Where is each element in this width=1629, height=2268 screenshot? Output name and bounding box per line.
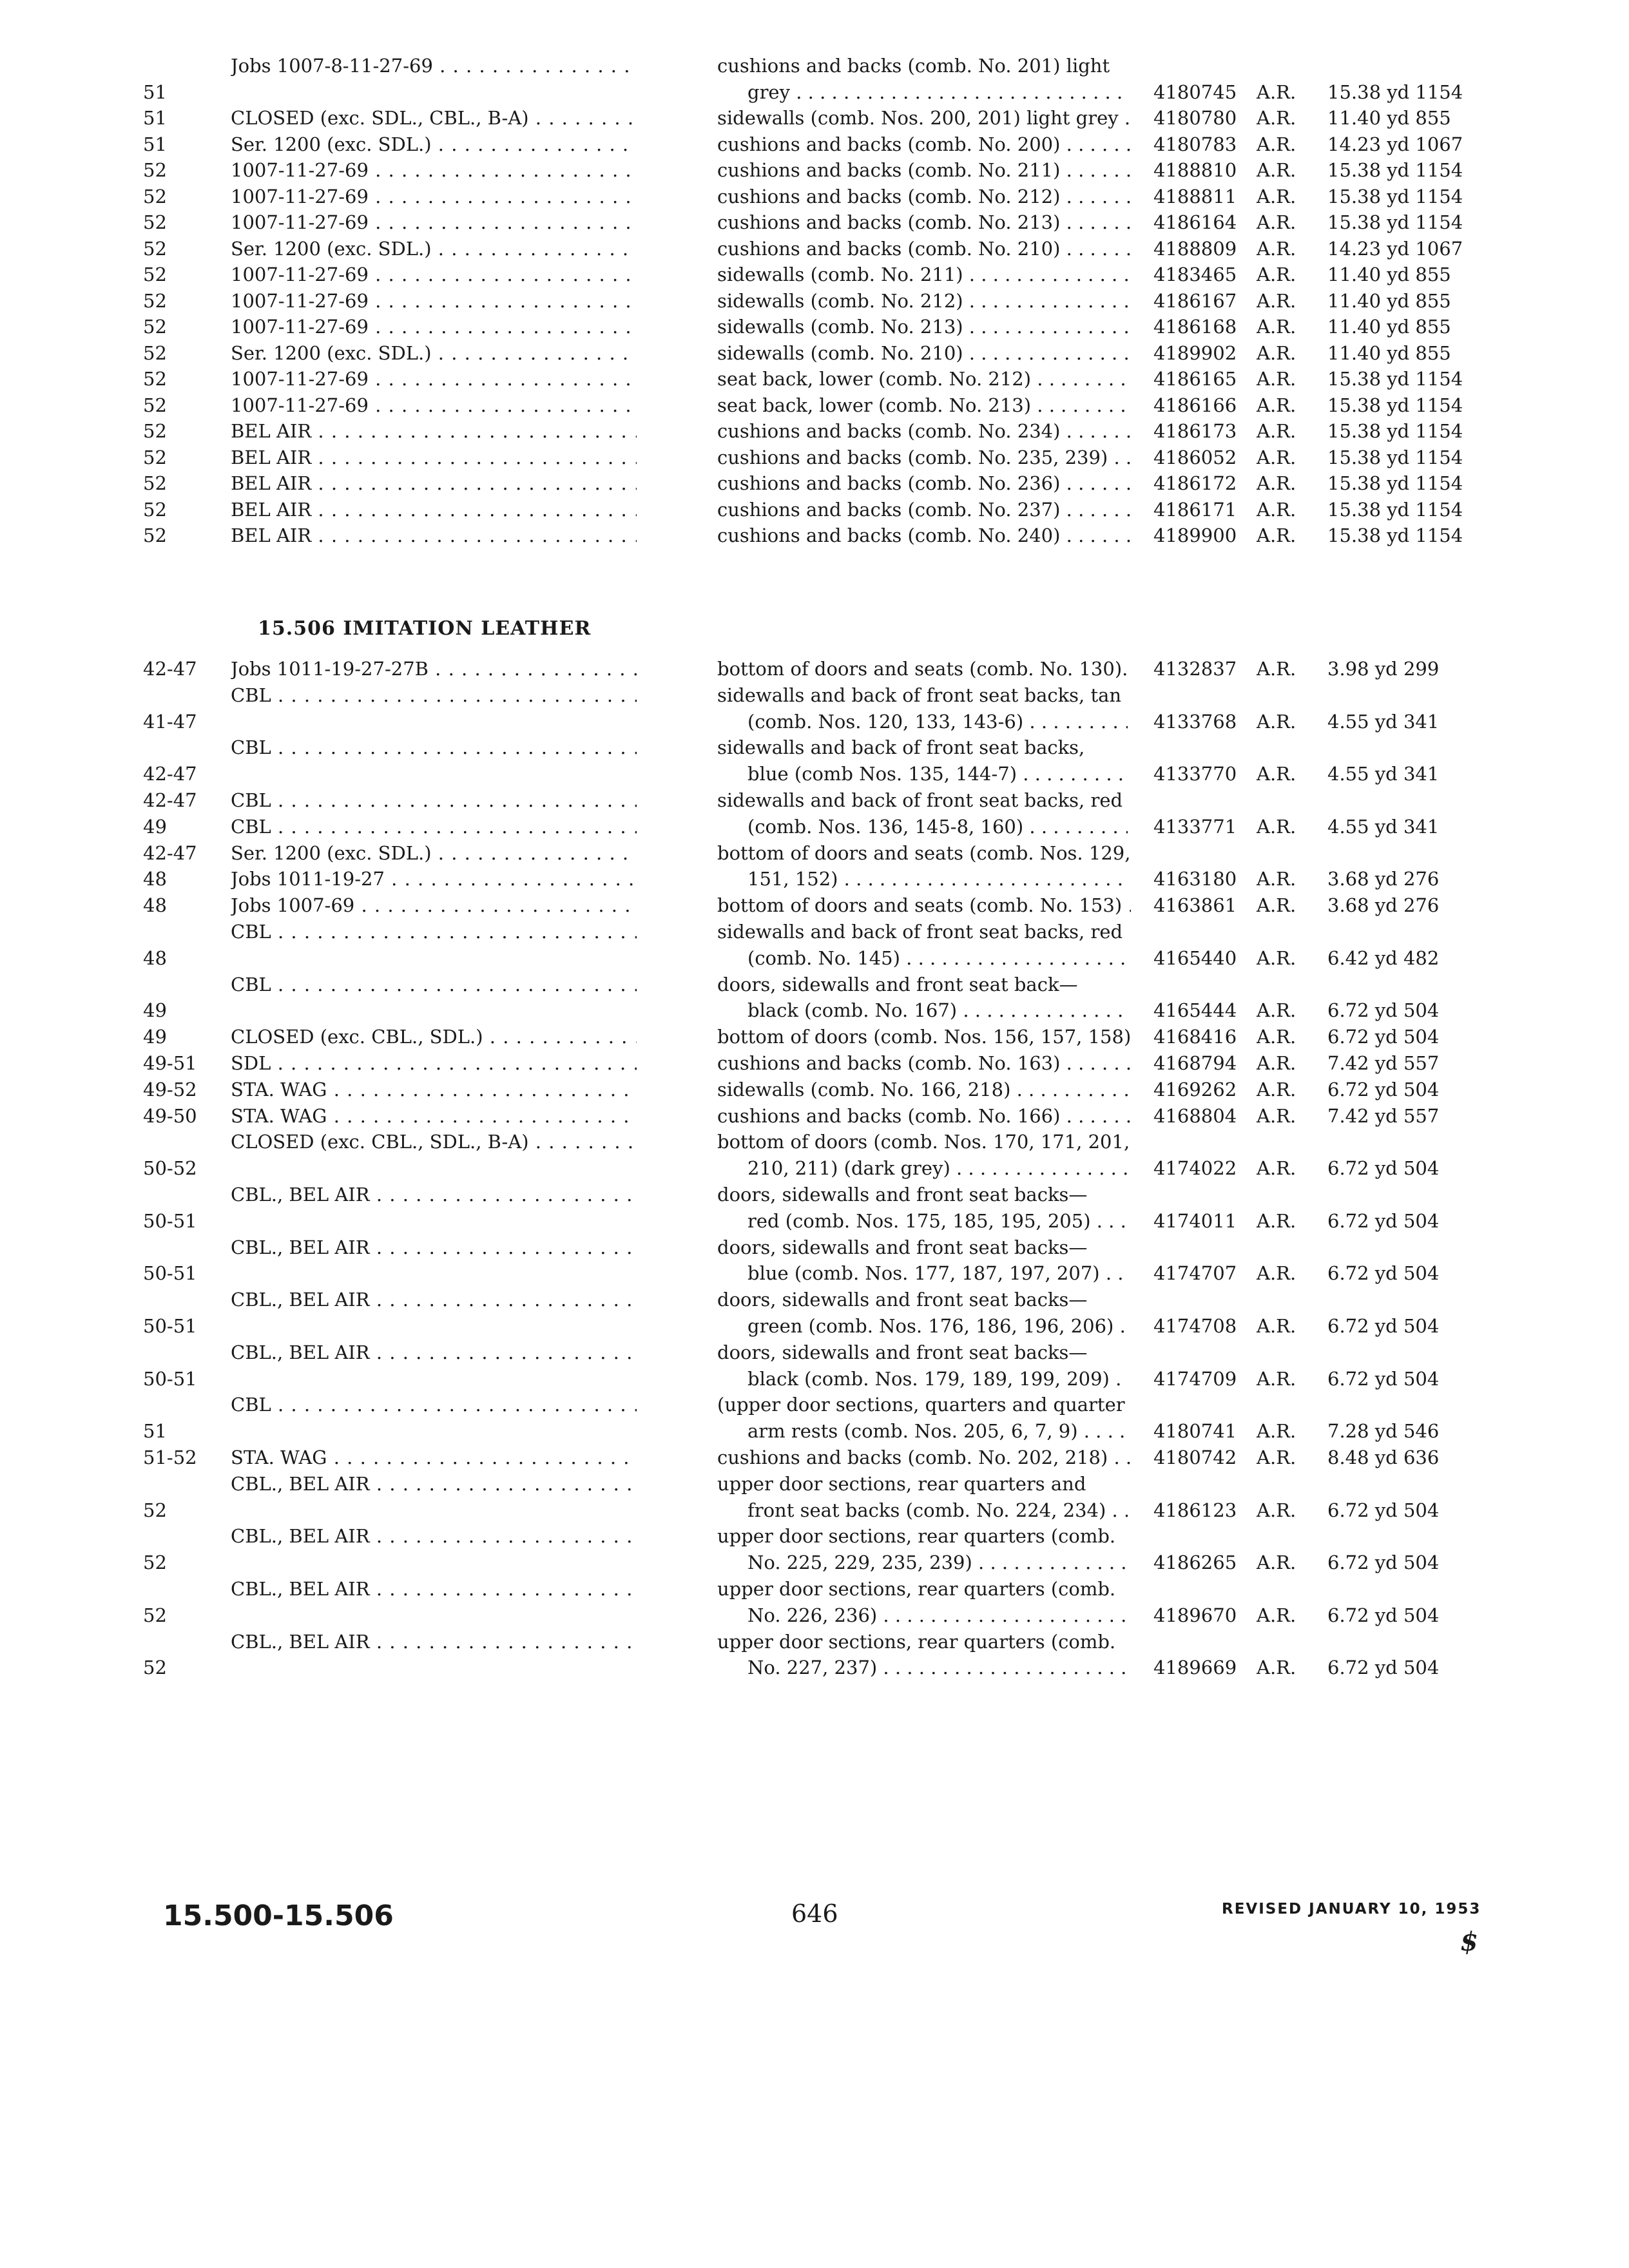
part-number: 4133771: [1153, 815, 1237, 838]
year-range: 51: [143, 1420, 167, 1443]
quantity: A.R.: [1257, 185, 1296, 207]
description: cushions and backs (comb. No. 200) . . .: [717, 133, 1131, 156]
price: 4.55 yd 341: [1327, 710, 1440, 733]
quantity: A.R.: [1257, 1104, 1296, 1127]
part-number: 4186123: [1153, 1499, 1237, 1521]
part-number: 4180741: [1153, 1420, 1237, 1443]
part-number: 4174011: [1153, 1209, 1237, 1232]
price: 14.23 yd 1067: [1327, 133, 1463, 155]
description: sidewalls (comb. No. 166, 218) . . .: [717, 1078, 1131, 1101]
quantity: A.R.: [1257, 815, 1296, 838]
part-number: 4168804: [1153, 1104, 1237, 1127]
year-range: 48: [143, 947, 167, 969]
part-number: 4180742: [1153, 1446, 1237, 1468]
year-range: 50-51: [143, 1315, 197, 1337]
model-application: CBL . . .: [231, 736, 637, 759]
model-application: Ser. 1200 (exc. SDL.) . . .: [231, 841, 637, 865]
price: 11.40 yd 855: [1327, 316, 1451, 338]
description-line-2: No. 225, 229, 235, 239) . . .: [747, 1551, 1128, 1574]
quantity: A.R.: [1257, 264, 1296, 285]
model-application: CBL., BEL AIR . . .: [231, 1236, 637, 1259]
quantity: A.R.: [1257, 237, 1296, 260]
price: 6.72 yd 504: [1327, 1552, 1440, 1574]
quantity: A.R.: [1257, 1262, 1296, 1285]
part-number: 4163180: [1153, 868, 1237, 890]
model-application: 1007-11-27-69 . . .: [231, 367, 637, 390]
year-range: 52: [143, 524, 167, 546]
section-range: 15.500-15.506: [163, 1899, 394, 1932]
part-number: 4132837: [1153, 658, 1237, 680]
description-line-1: doors, sidewalls and front seat backs—: [717, 1341, 1088, 1363]
year-range: 49-52: [143, 1078, 197, 1100]
year-range: 42-47: [143, 763, 197, 785]
year-range: 51: [143, 81, 167, 103]
part-number: 4189900: [1153, 524, 1237, 546]
description: sidewalls (comb. No. 212) . . .: [717, 289, 1131, 312]
model-application: BEL AIR . . .: [231, 524, 637, 547]
description-line-2: red (comb. Nos. 175, 185, 195, 205) . . .: [747, 1209, 1128, 1233]
year-range: 52: [143, 1657, 167, 1679]
year-range: 52: [143, 237, 167, 260]
description-line-2: No. 227, 237) . . .: [747, 1656, 1128, 1679]
model-application: Jobs 1007-69 . . .: [231, 894, 637, 917]
revised-date: REVISED JANUARY 10, 1953: [1222, 1901, 1481, 1917]
part-number: 4186164: [1153, 211, 1237, 233]
description-line-1: sidewalls and back of front seat backs, red: [717, 921, 1123, 943]
quantity: A.R.: [1257, 420, 1296, 442]
year-range: 49-50: [143, 1104, 197, 1127]
model-application: CBL., BEL AIR . . .: [231, 1183, 637, 1206]
price: 15.38 yd 1154: [1327, 81, 1463, 103]
price: 15.38 yd 1154: [1327, 524, 1463, 546]
year-range: 50-52: [143, 1157, 197, 1180]
quantity: A.R.: [1257, 1078, 1296, 1100]
page-number: 646: [791, 1899, 838, 1928]
quantity: A.R.: [1257, 472, 1296, 494]
description-line-1: upper door sections, rear quarters and: [717, 1472, 1086, 1495]
model-application: CBL., BEL AIR . . .: [231, 1341, 637, 1364]
part-number: 4169262: [1153, 1078, 1237, 1100]
quantity: A.R.: [1257, 894, 1296, 917]
price: 6.72 yd 504: [1327, 1157, 1440, 1180]
description: cushions and backs (comb. No. 166) . . .: [717, 1104, 1131, 1128]
description: cushions and backs (comb. No. 236) . . .: [717, 472, 1131, 495]
quantity: A.R.: [1257, 1552, 1296, 1574]
quantity: A.R.: [1257, 658, 1296, 680]
price: 11.40 yd 855: [1327, 107, 1451, 129]
model-application: Ser. 1200 (exc. SDL.) . . .: [231, 133, 637, 156]
quantity: A.R.: [1257, 341, 1296, 364]
model-application: BEL AIR . . .: [231, 472, 637, 495]
price: 6.72 yd 504: [1327, 1657, 1440, 1679]
model-application: CBL . . .: [231, 973, 637, 996]
description: cushions and backs (comb. No. 202, 218) . . .: [717, 1446, 1131, 1469]
part-number: 4180780: [1153, 107, 1237, 129]
description-line-2: blue (comb Nos. 135, 144-7) . . .: [747, 762, 1128, 785]
year-range: 50-51: [143, 1262, 197, 1285]
model-application: SDL . . .: [231, 1052, 637, 1075]
quantity: A.R.: [1257, 1604, 1296, 1626]
year-range: 52: [143, 289, 167, 312]
quantity: A.R.: [1257, 394, 1296, 416]
year-range: 52: [143, 316, 167, 338]
description-line-2: 151, 152) . . .: [747, 867, 1128, 890]
price: 15.38 yd 1154: [1327, 394, 1463, 416]
description: cushions and backs (comb. No. 235, 239) . . .: [717, 446, 1131, 469]
quantity: A.R.: [1257, 1499, 1296, 1521]
description-line-2: 210, 211) (dark grey) . . .: [747, 1157, 1128, 1180]
year-range: 42-47: [143, 658, 197, 680]
model-application: CBL., BEL AIR . . .: [231, 1524, 637, 1548]
description: bottom of doors and seats (comb. No. 153) . . .: [717, 894, 1131, 917]
description: bottom of doors and seats (comb. No. 130). . . .: [717, 657, 1131, 680]
description-line-2: green (comb. Nos. 176, 186, 196, 206) . . .: [747, 1314, 1128, 1338]
part-number: 4188809: [1153, 237, 1237, 260]
year-range: 52: [143, 472, 167, 494]
quantity: A.R.: [1257, 133, 1296, 155]
quantity: A.R.: [1257, 1209, 1296, 1232]
year-range: 51: [143, 133, 167, 155]
description-line-1: sidewalls and back of front seat backs,: [717, 736, 1085, 759]
part-number: 4133768: [1153, 710, 1237, 733]
year-range: 52: [143, 185, 167, 207]
part-number: 4186167: [1153, 289, 1237, 312]
quantity: A.R.: [1257, 524, 1296, 546]
description-line-2: No. 226, 236) . . .: [747, 1604, 1128, 1627]
quantity: A.R.: [1257, 1157, 1296, 1180]
year-range: 48: [143, 894, 167, 917]
quantity: A.R.: [1257, 868, 1296, 890]
part-number: 4174707: [1153, 1262, 1237, 1285]
model-application: CLOSED (exc. CBL., SDL., B-A) . . .: [231, 1130, 637, 1153]
description-line-2: (comb. Nos. 120, 133, 143-6) . . .: [747, 710, 1128, 733]
description: seat back, lower (comb. No. 213) . . .: [717, 394, 1131, 417]
price: 15.38 yd 1154: [1327, 159, 1463, 181]
price: 7.42 yd 557: [1327, 1052, 1440, 1074]
quantity: A.R.: [1257, 763, 1296, 785]
model-application: Jobs 1011-19-27-27B . . .: [231, 657, 637, 680]
description-line-2: (comb. Nos. 136, 145-8, 160) . . .: [747, 815, 1128, 838]
quantity: A.R.: [1257, 1026, 1296, 1048]
description-line-2: black (comb. No. 167) . . .: [747, 999, 1128, 1022]
year-range: 51: [143, 107, 167, 129]
description-line-2: blue (comb. Nos. 177, 187, 197, 207) . . .: [747, 1262, 1128, 1285]
description: cushions and backs (comb. No. 237) . . .: [717, 498, 1131, 521]
description-line-1: upper door sections, rear quarters (comb.: [717, 1525, 1116, 1548]
year-range: 52: [143, 211, 167, 233]
year-range: 49: [143, 1026, 167, 1048]
year-range: 52: [143, 159, 167, 181]
description-line-1: doors, sidewalls and front seat backs—: [717, 1289, 1088, 1311]
model-application: CBL . . .: [231, 815, 637, 838]
part-number: 4189669: [1153, 1657, 1237, 1679]
price: 3.68 yd 276: [1327, 894, 1440, 917]
price: 15.38 yd 1154: [1327, 185, 1463, 207]
quantity: A.R.: [1257, 1657, 1296, 1679]
part-number: 4180783: [1153, 133, 1237, 155]
part-number: 4186173: [1153, 420, 1237, 442]
price: 14.23 yd 1067: [1327, 237, 1463, 260]
price: 6.72 yd 504: [1327, 1367, 1440, 1390]
description-line-2: grey . . .: [747, 81, 1128, 104]
quantity: A.R.: [1257, 368, 1296, 390]
quantity: A.R.: [1257, 999, 1296, 1022]
description-line-2: black (comb. Nos. 179, 189, 199, 209) . . .: [747, 1367, 1128, 1390]
description-line-1: doors, sidewalls and front seat back—: [717, 973, 1078, 995]
description: cushions and backs (comb. No. 210) . . .: [717, 237, 1131, 260]
year-range: 52: [143, 341, 167, 364]
model-application: STA. WAG . . .: [231, 1446, 637, 1469]
model-application: 1007-11-27-69 . . .: [231, 159, 637, 182]
model-application: CLOSED (exc. SDL., CBL., B-A) . . .: [231, 106, 637, 130]
model-application: CLOSED (exc. CBL., SDL.) . . .: [231, 1025, 637, 1048]
price: 6.72 yd 504: [1327, 1262, 1440, 1285]
price: 15.38 yd 1154: [1327, 211, 1463, 233]
part-number: 4186052: [1153, 446, 1237, 468]
quantity: A.R.: [1257, 316, 1296, 338]
quantity: A.R.: [1257, 159, 1296, 181]
quantity: A.R.: [1257, 289, 1296, 312]
model-application: 1007-11-27-69 . . .: [231, 394, 637, 417]
model-application: BEL AIR . . .: [231, 419, 637, 443]
description-line-1: doors, sidewalls and front seat backs—: [717, 1236, 1088, 1258]
price: 15.38 yd 1154: [1327, 420, 1463, 442]
description-line-1: upper door sections, rear quarters (comb.: [717, 1578, 1116, 1600]
part-number: 4165440: [1153, 947, 1237, 969]
year-range: 50-51: [143, 1209, 197, 1232]
description: cushions and backs (comb. No. 212) . . .: [717, 185, 1131, 208]
model-application: 1007-11-27-69 . . .: [231, 185, 637, 208]
description-line-1: (upper door sections, quarters and quarter: [717, 1394, 1125, 1416]
description: seat back, lower (comb. No. 212) . . .: [717, 367, 1131, 390]
price: 6.72 yd 504: [1327, 999, 1440, 1022]
quantity: A.R.: [1257, 947, 1296, 969]
price: 6.72 yd 504: [1327, 1499, 1440, 1521]
model-application: BEL AIR . . .: [231, 498, 637, 521]
model-application: CBL., BEL AIR . . .: [231, 1472, 637, 1495]
price: 8.48 yd 636: [1327, 1446, 1440, 1468]
quantity: A.R.: [1257, 1315, 1296, 1337]
price: 3.98 yd 299: [1327, 658, 1440, 680]
price: 4.55 yd 341: [1327, 815, 1440, 838]
price: 6.72 yd 504: [1327, 1026, 1440, 1048]
price: 6.42 yd 482: [1327, 947, 1440, 969]
model-application: CBL., BEL AIR . . .: [231, 1288, 637, 1311]
description-line-1: cushions and backs (comb. No. 201) light: [717, 55, 1110, 77]
description-line-1: doors, sidewalls and front seat backs—: [717, 1184, 1088, 1206]
part-number: 4168794: [1153, 1052, 1237, 1074]
part-number: 4174022: [1153, 1157, 1237, 1180]
price: 7.42 yd 557: [1327, 1104, 1440, 1127]
description-line-1: bottom of doors (comb. Nos. 170, 171, 201,: [717, 1131, 1130, 1153]
quantity: A.R.: [1257, 107, 1296, 129]
model-application: CBL . . .: [231, 789, 637, 812]
price: 15.38 yd 1154: [1327, 498, 1463, 521]
part-number: 4186165: [1153, 368, 1237, 390]
description-line-1: sidewalls and back of front seat backs, tan: [717, 684, 1122, 706]
price: 15.38 yd 1154: [1327, 446, 1463, 468]
description: sidewalls (comb. No. 210) . . .: [717, 341, 1131, 365]
section-heading: 15.506 IMITATION LEATHER: [258, 617, 592, 640]
price: 6.72 yd 504: [1327, 1209, 1440, 1232]
year-range: 52: [143, 368, 167, 390]
year-range: 50-51: [143, 1367, 197, 1390]
part-number: 4189902: [1153, 341, 1237, 364]
quantity: A.R.: [1257, 1420, 1296, 1443]
part-number: 4174708: [1153, 1315, 1237, 1337]
year-range: 52: [143, 498, 167, 521]
price: 11.40 yd 855: [1327, 264, 1451, 285]
model-application: 1007-11-27-69 . . .: [231, 315, 637, 338]
description-line-2: front seat backs (comb. No. 224, 234) . . .: [747, 1499, 1128, 1522]
price: 4.55 yd 341: [1327, 763, 1440, 785]
quantity: A.R.: [1257, 446, 1296, 468]
description: cushions and backs (comb. No. 163) . . .: [717, 1052, 1131, 1075]
price: 15.38 yd 1154: [1327, 472, 1463, 494]
description: sidewalls (comb. No. 213) . . .: [717, 315, 1131, 338]
model-application: 1007-11-27-69 . . .: [231, 289, 637, 312]
description: cushions and backs (comb. No. 234) . . .: [717, 419, 1131, 443]
price: 11.40 yd 855: [1327, 289, 1451, 312]
model-application: CBL . . .: [231, 684, 637, 707]
part-number: 4168416: [1153, 1026, 1237, 1048]
year-range: 52: [143, 446, 167, 468]
year-range: 51-52: [143, 1446, 197, 1468]
model-application: STA. WAG . . .: [231, 1078, 637, 1101]
description: cushions and backs (comb. No. 213) . . .: [717, 211, 1131, 234]
part-number: 4188811: [1153, 185, 1237, 207]
price: 3.68 yd 276: [1327, 868, 1440, 890]
quantity: A.R.: [1257, 1367, 1296, 1390]
part-number: 4163861: [1153, 894, 1237, 917]
model-application: Jobs 1007-8-11-27-69 . . .: [231, 54, 637, 77]
description-line-1: upper door sections, rear quarters (comb.: [717, 1630, 1116, 1653]
description: cushions and backs (comb. No. 240) . . .: [717, 524, 1131, 547]
part-number: 4186168: [1153, 316, 1237, 338]
model-application: BEL AIR . . .: [231, 446, 637, 469]
description-line-1: sidewalls and back of front seat backs, red: [717, 789, 1123, 811]
model-application: CBL . . .: [231, 920, 637, 943]
part-number: 4186172: [1153, 472, 1237, 494]
model-application: CBL., BEL AIR . . .: [231, 1577, 637, 1600]
year-range: 52: [143, 264, 167, 285]
handwritten-mark: $: [1460, 1927, 1478, 1957]
description: cushions and backs (comb. No. 211) . . .: [717, 159, 1131, 182]
year-range: 48: [143, 868, 167, 890]
part-number: 4186265: [1153, 1552, 1237, 1574]
description-line-2: (comb. No. 145) . . .: [747, 947, 1128, 970]
quantity: A.R.: [1257, 1052, 1296, 1074]
price: 6.72 yd 504: [1327, 1604, 1440, 1626]
model-application: Ser. 1200 (exc. SDL.) . . .: [231, 341, 637, 365]
description: sidewalls (comb. Nos. 200, 201) light grey . . .: [717, 106, 1131, 130]
part-number: 4189670: [1153, 1604, 1237, 1626]
year-range: 42-47: [143, 789, 197, 811]
part-number: 4165444: [1153, 999, 1237, 1022]
quantity: A.R.: [1257, 211, 1296, 233]
price: 6.72 yd 504: [1327, 1315, 1440, 1337]
year-range: 52: [143, 1499, 167, 1521]
part-number: 4188810: [1153, 159, 1237, 181]
quantity: A.R.: [1257, 81, 1296, 103]
year-range: 41-47: [143, 710, 197, 733]
year-range: 49: [143, 815, 167, 838]
price: 15.38 yd 1154: [1327, 368, 1463, 390]
description-line-1: bottom of doors and seats (comb. Nos. 129,: [717, 841, 1131, 864]
year-range: 49: [143, 999, 167, 1022]
model-application: Ser. 1200 (exc. SDL.) . . .: [231, 237, 637, 260]
year-range: 52: [143, 394, 167, 416]
description: sidewalls (comb. No. 211) . . .: [717, 263, 1131, 286]
price: 7.28 yd 546: [1327, 1420, 1440, 1443]
model-application: 1007-11-27-69 . . .: [231, 263, 637, 286]
part-number: 4186166: [1153, 394, 1237, 416]
part-number: 4133770: [1153, 763, 1237, 785]
description: bottom of doors (comb. Nos. 156, 157, 158) . . .: [717, 1025, 1131, 1048]
description-line-2: arm rests (comb. Nos. 205, 6, 7, 9) . . .: [747, 1419, 1128, 1443]
model-application: STA. WAG . . .: [231, 1104, 637, 1128]
quantity: A.R.: [1257, 1446, 1296, 1468]
year-range: 52: [143, 420, 167, 442]
quantity: A.R.: [1257, 710, 1296, 733]
quantity: A.R.: [1257, 498, 1296, 521]
part-number: 4174709: [1153, 1367, 1237, 1390]
model-application: CBL., BEL AIR . . .: [231, 1630, 637, 1653]
price: 6.72 yd 504: [1327, 1078, 1440, 1100]
year-range: 52: [143, 1604, 167, 1626]
year-range: 49-51: [143, 1052, 197, 1074]
part-number: 4183465: [1153, 264, 1237, 285]
price: 11.40 yd 855: [1327, 341, 1451, 364]
year-range: 52: [143, 1552, 167, 1574]
model-application: CBL . . .: [231, 1393, 637, 1416]
model-application: Jobs 1011-19-27 . . .: [231, 867, 637, 890]
year-range: 42-47: [143, 841, 197, 864]
part-number: 4180745: [1153, 81, 1237, 103]
model-application: 1007-11-27-69 . . .: [231, 211, 637, 234]
part-number: 4186171: [1153, 498, 1237, 521]
